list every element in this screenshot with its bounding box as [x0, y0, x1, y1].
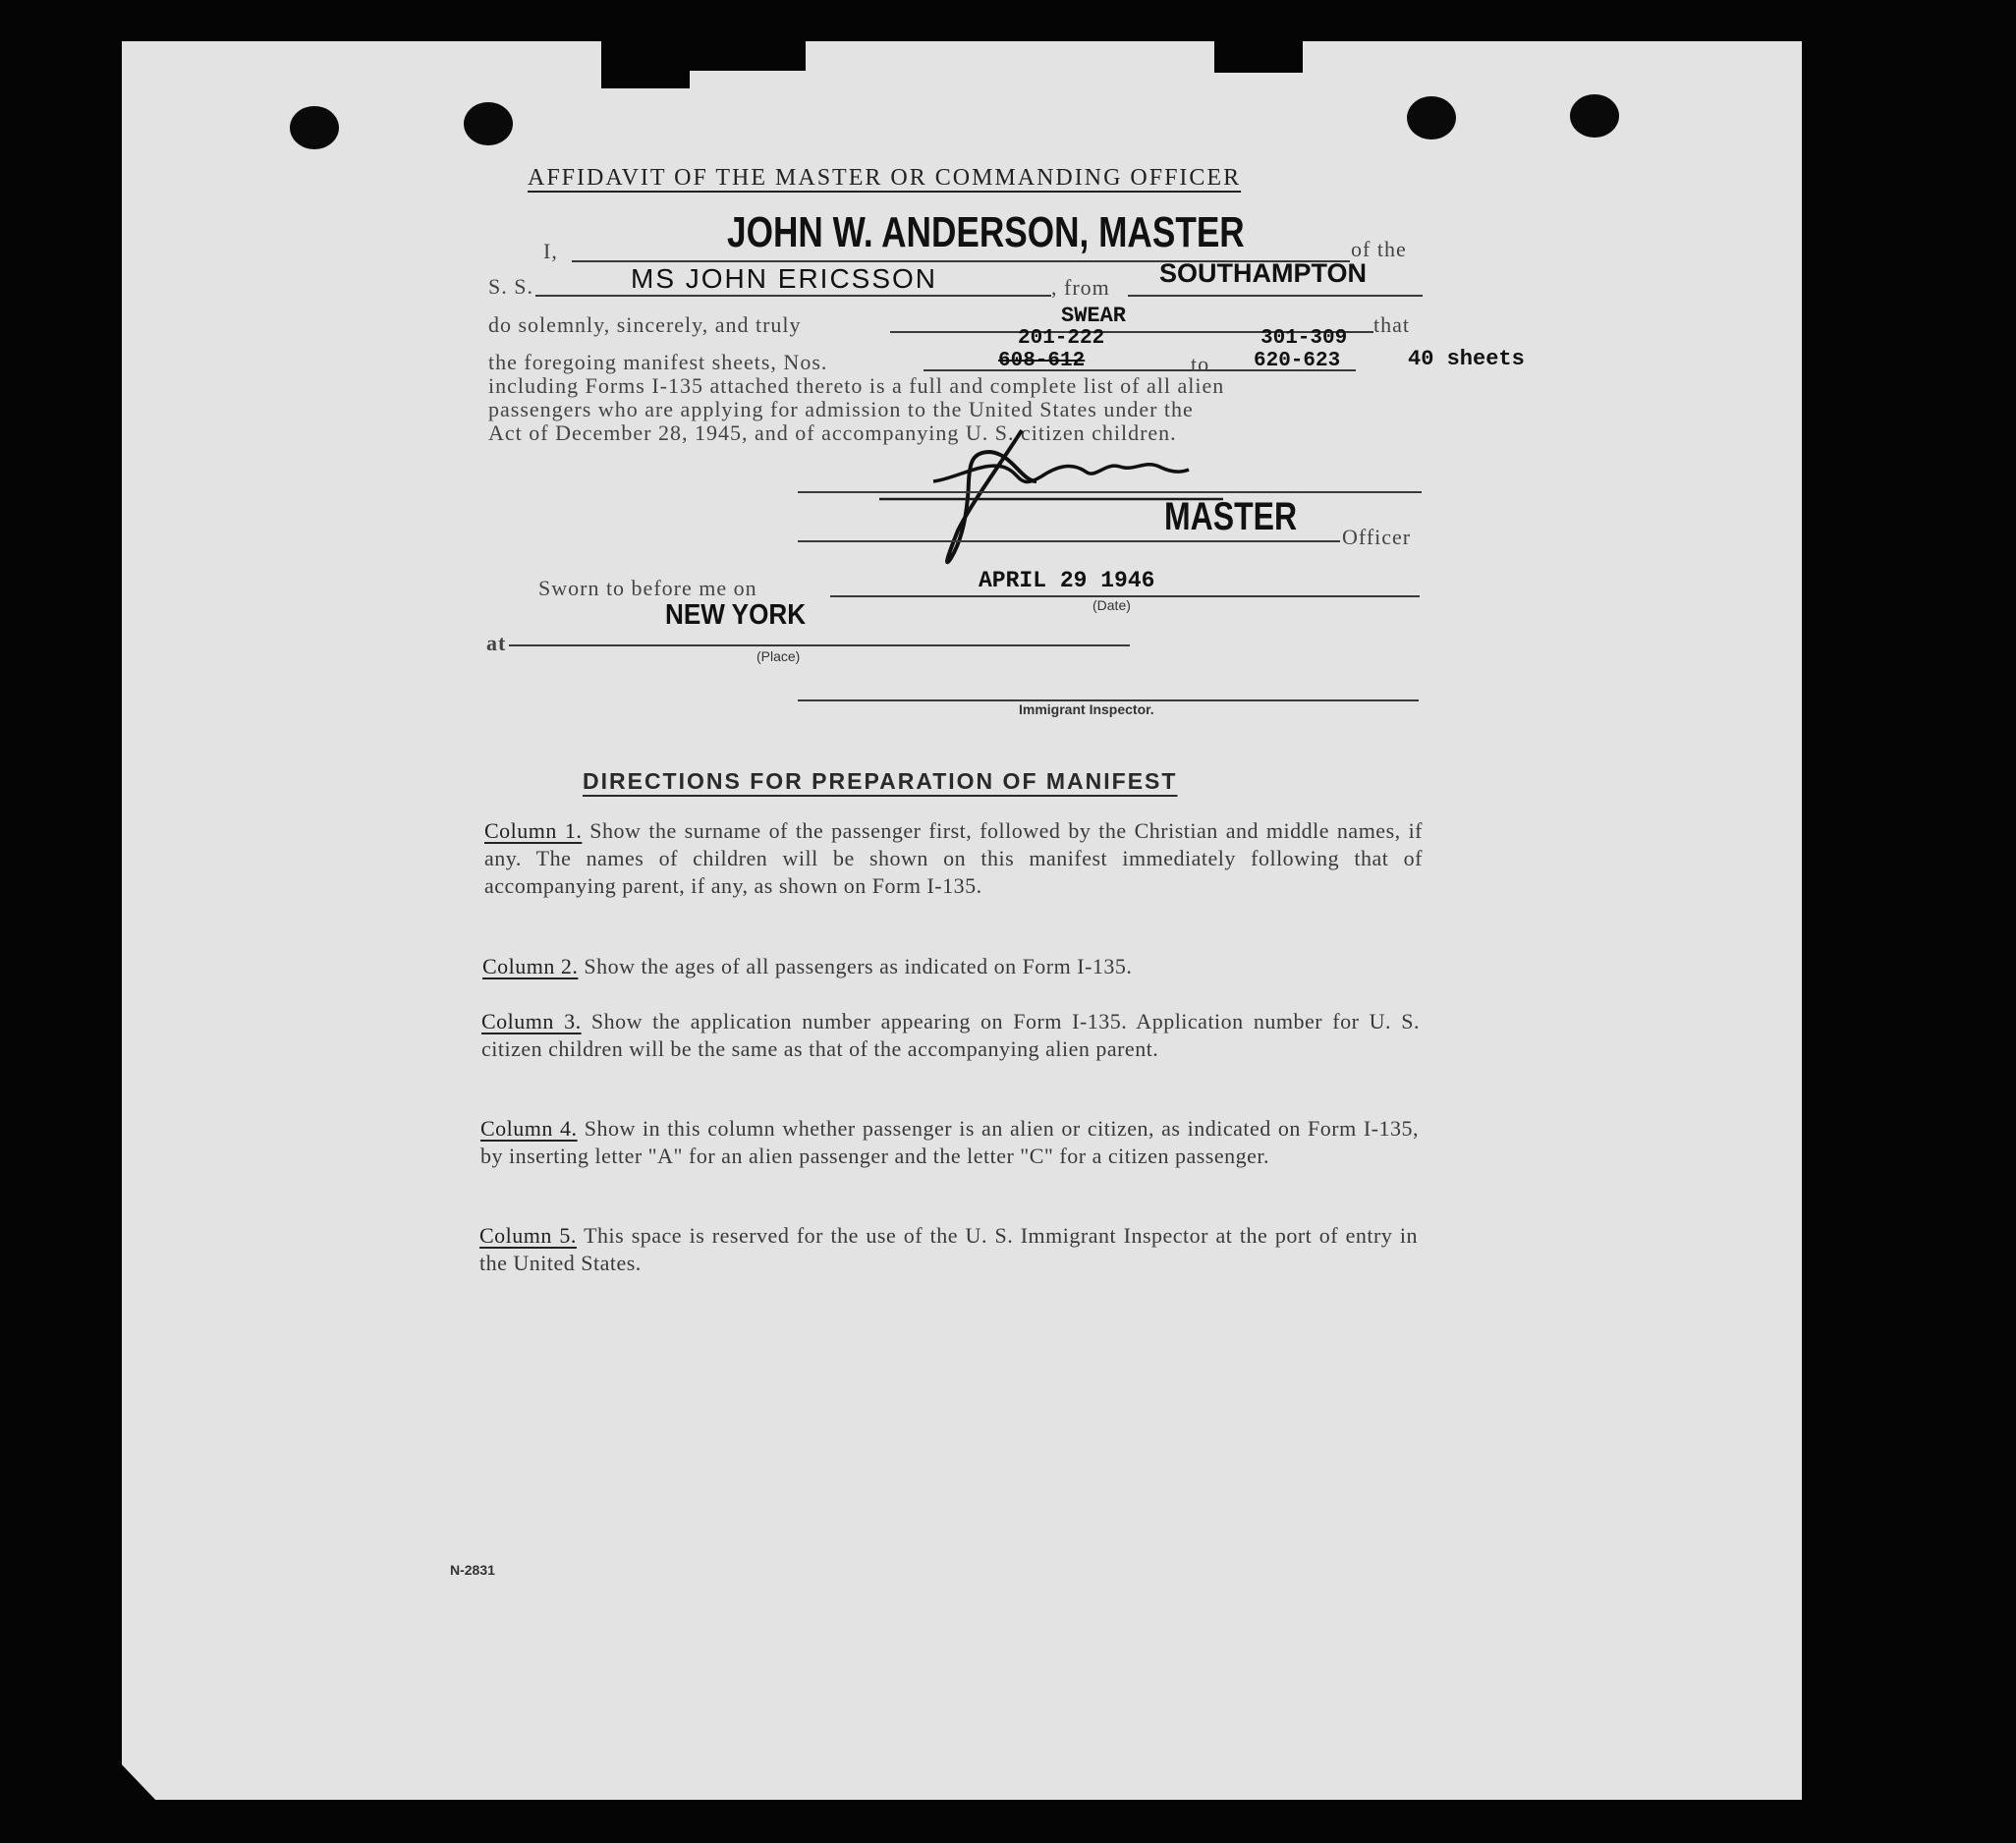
- sworn-date: APRIL 29 1946: [979, 568, 1155, 593]
- column-label: Column 3.: [481, 1009, 582, 1033]
- officer-label: Officer: [1342, 525, 1412, 549]
- direction-column-4: [480, 1115, 1419, 1170]
- foregoing-label: the foregoing manifest sheets, Nos.: [488, 350, 828, 374]
- ship-name-line: [535, 295, 1051, 297]
- to-label: to: [1191, 352, 1210, 376]
- place: NEW YORK: [665, 599, 807, 631]
- column-label: Column 5.: [479, 1223, 577, 1248]
- column-text: Show the surname of the passenger first, followed by the Christian and middle names, if any. The names of children will be shown on this manifest immediately following that of accompanying parent, if any, as shown on Form I-135.: [484, 818, 1424, 898]
- paper-tear: [601, 41, 690, 88]
- column-text: Show the ages of all passengers as indicated on Form I-135.: [584, 954, 1133, 978]
- at-label: at: [486, 631, 507, 655]
- solemnly-label: do solemnly, sincerely, and truly: [488, 312, 802, 337]
- column-label: Column 4.: [480, 1116, 578, 1141]
- master-title: MASTER: [1164, 495, 1298, 538]
- form-number: N-2831: [450, 1562, 495, 1578]
- sheet-numbers-1: 201-222: [1018, 327, 1105, 350]
- punch-hole: [1407, 96, 1456, 140]
- direction-column-5: [479, 1222, 1418, 1277]
- sheet-numbers-3: 301-309: [1260, 327, 1348, 350]
- officer-line: [798, 540, 1340, 542]
- from-port-line: [1128, 295, 1423, 297]
- column-text: Show the application number appearing on Form I-135. Application number for U. S. citizen children will be the same as that of the accompanying alien parent.: [481, 1009, 1420, 1061]
- ship-name: MS JOHN ERICSSON: [631, 263, 938, 294]
- from-label: , from: [1051, 275, 1110, 300]
- punch-hole: [1570, 94, 1619, 138]
- place-line: [509, 644, 1130, 646]
- that-label: that: [1373, 312, 1410, 337]
- punch-hole: [290, 106, 339, 149]
- affidavit-text-1: including Forms I-135 attached thereto is a full and complete list of all alien: [488, 373, 1225, 398]
- affidavit-text-3: Act of December 28, 1945, and of accompanying U. S. citizen children.: [488, 420, 1177, 445]
- sheet-count: 40 sheets: [1408, 347, 1525, 371]
- i-label: I,: [543, 239, 558, 263]
- of-the-label: of the: [1351, 237, 1407, 261]
- signature-line: [798, 491, 1422, 493]
- column-label: Column 1.: [484, 818, 583, 843]
- directions-title: DIRECTIONS FOR PREPARATION OF MANIFEST: [583, 768, 1178, 794]
- master-name: JOHN W. ANDERSON, MASTER: [727, 208, 1245, 256]
- date-caption: (Date): [1092, 597, 1131, 613]
- ss-label: S. S.: [488, 274, 533, 299]
- paper-tear: [688, 41, 806, 71]
- inspector-caption: Immigrant Inspector.: [1019, 701, 1154, 717]
- document-page: [122, 41, 1802, 1800]
- punch-hole: [464, 102, 513, 145]
- sheet-numbers-4: 620-623: [1254, 350, 1341, 372]
- column-text: Show in this column whether passenger is an alien or citizen, as indicated on Form I-135, by inserting letter "A" for an alien passenger and the letter "C" for a citizen passenger.: [480, 1116, 1420, 1168]
- column-text: This space is reserved for the use of the U. S. Immigrant Inspector at the port of entry in the United States.: [479, 1223, 1418, 1275]
- column-label: Column 2.: [482, 954, 579, 978]
- sheet-numbers-2: 608-612: [998, 350, 1086, 372]
- direction-column-2: [482, 953, 1421, 980]
- affidavit-title: AFFIDAVIT OF THE MASTER OR COMMANDING OFFICER: [528, 165, 1242, 191]
- direction-column-1: [484, 817, 1423, 900]
- swear-word: SWEAR: [1061, 304, 1127, 328]
- from-port: SOUTHAMPTON: [1159, 258, 1368, 288]
- affidavit-text-2: passengers who are applying for admission to the United States under the: [488, 397, 1194, 421]
- paper-tear: [1214, 41, 1303, 73]
- sworn-label: Sworn to before me on: [538, 576, 757, 600]
- place-caption: (Place): [756, 648, 801, 664]
- direction-column-3: [481, 1008, 1420, 1063]
